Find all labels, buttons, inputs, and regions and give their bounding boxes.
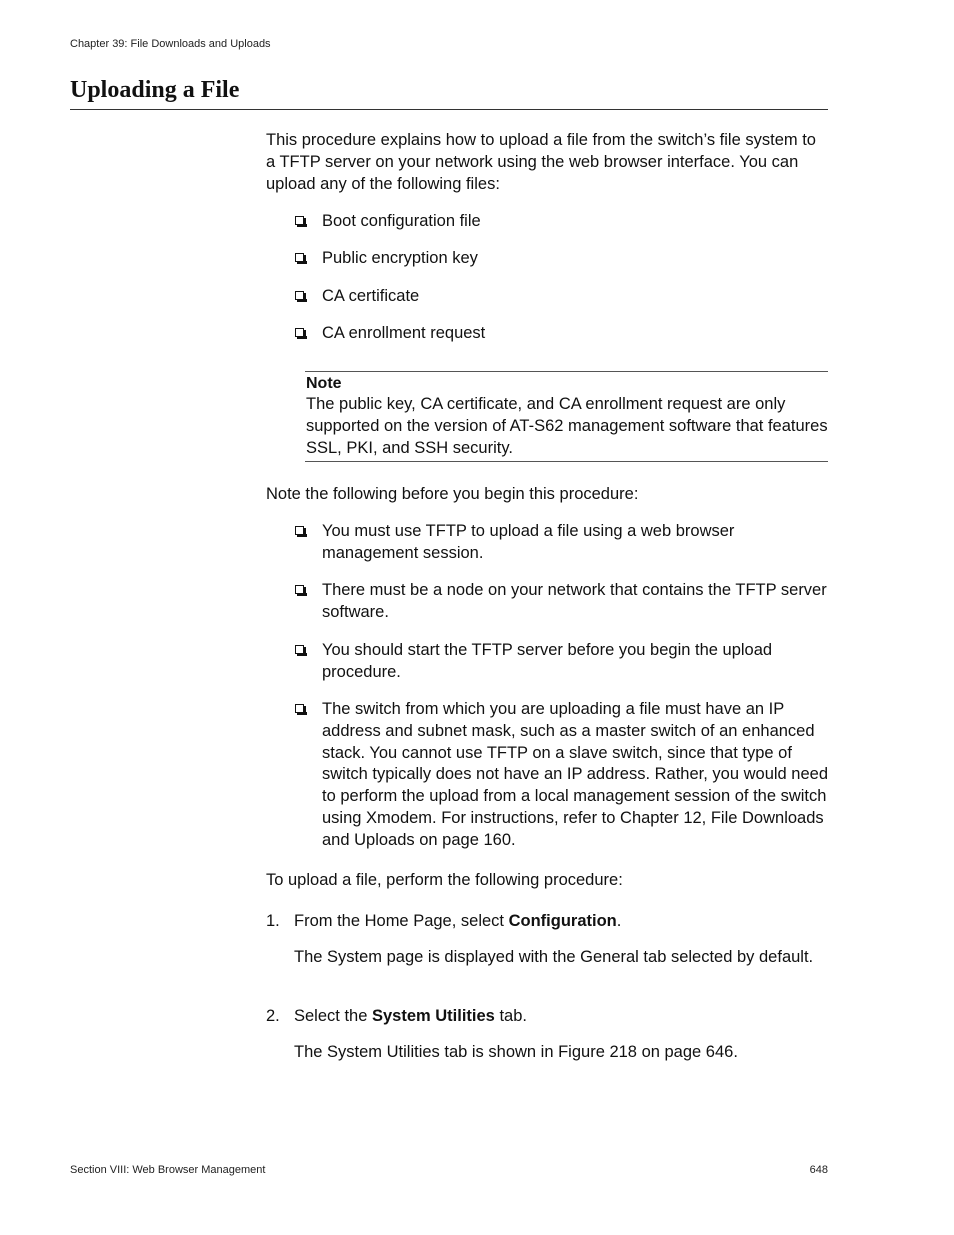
list-item bbox=[294, 211, 830, 233]
list-item bbox=[294, 521, 830, 565]
footer-section-label: Section VIII: Web Browser Management bbox=[70, 1164, 266, 1176]
list-item bbox=[294, 248, 830, 270]
checkbox-bullet-icon bbox=[295, 585, 304, 594]
list-item bbox=[294, 640, 830, 684]
checkbox-bullet-icon bbox=[295, 216, 304, 225]
list-item-text: Public encryption key bbox=[322, 249, 478, 267]
list-item-text: CA enrollment request bbox=[322, 324, 486, 342]
checkbox-bullet-icon bbox=[295, 253, 304, 262]
step-text-prefix: From the Home Page, select bbox=[294, 912, 509, 930]
list-item-text: You should start the TFTP server before you begin the upload procedure. bbox=[322, 641, 773, 681]
list-item-text: CA certificate bbox=[322, 287, 420, 305]
list-item bbox=[294, 323, 830, 345]
intro-paragraph: This procedure explains how to upload a file from the switch’s file system to a TFTP server on your network using the web browser interface. You can upload any of the following files: bbox=[266, 131, 816, 193]
step-text-suffix: . bbox=[616, 912, 622, 930]
step-text-prefix: Select the bbox=[294, 1007, 372, 1025]
checkbox-bullet-icon bbox=[295, 328, 304, 337]
note-box bbox=[305, 371, 828, 462]
step-result: The System page is displayed with the General tab selected by default. bbox=[294, 948, 814, 966]
list-item-text: You must use TFTP to upload a file using a web browser management session. bbox=[322, 522, 735, 562]
checkbox-bullet-icon bbox=[295, 291, 304, 300]
list-item-text: There must be a node on your network that contains the TFTP server software. bbox=[322, 581, 827, 621]
procedure-intro: To upload a file, perform the following procedure: bbox=[266, 871, 623, 889]
list-item bbox=[294, 286, 830, 308]
list-item bbox=[294, 580, 830, 624]
list-item-text: Boot configuration file bbox=[322, 212, 481, 230]
checkbox-bullet-icon bbox=[295, 704, 304, 713]
ui-term-configuration: Configuration bbox=[508, 912, 617, 930]
checkbox-bullet-icon bbox=[295, 526, 304, 535]
note-text: The public key, CA certificate, and CA enrollment request are only supported on the version of AT-S62 management software that features SSL, PKI, and SSH security. bbox=[306, 395, 828, 457]
checkbox-bullet-icon bbox=[295, 645, 304, 654]
footer-page-number: 648 bbox=[809, 1164, 828, 1176]
step-number: 1. bbox=[266, 912, 280, 930]
list-item-text: The switch from which you are uploading a file must have an IP address and subnet mask, such as a master switch of an enhanced stack. You cannot use TFTP on a slave switch, since that type of switch typically does not have an IP address. Rather, you would need to perform the upload from a local management session of the switch using Xmodem. For instructions, refer to Chapter 12, File Downloads and Uploads on page 160. bbox=[322, 700, 828, 849]
step-number: 2. bbox=[266, 1007, 280, 1025]
title-rule bbox=[70, 109, 828, 110]
list-item bbox=[294, 699, 830, 852]
ui-term-system-utilities: System Utilities bbox=[371, 1007, 495, 1025]
step-result: The System Utilities tab is shown in Figure 218 on page 646. bbox=[294, 1043, 738, 1061]
procedure-step bbox=[266, 1006, 828, 1028]
running-header: Chapter 39: File Downloads and Uploads bbox=[70, 38, 271, 50]
note-label: Note bbox=[306, 375, 342, 392]
procedure-step bbox=[266, 911, 828, 933]
step-text bbox=[294, 1006, 828, 1028]
page-title: Uploading a File bbox=[70, 77, 240, 103]
prereq-intro: Note the following before you begin this procedure: bbox=[266, 485, 639, 503]
step-text-suffix: tab. bbox=[494, 1007, 527, 1025]
step-text bbox=[294, 911, 828, 933]
